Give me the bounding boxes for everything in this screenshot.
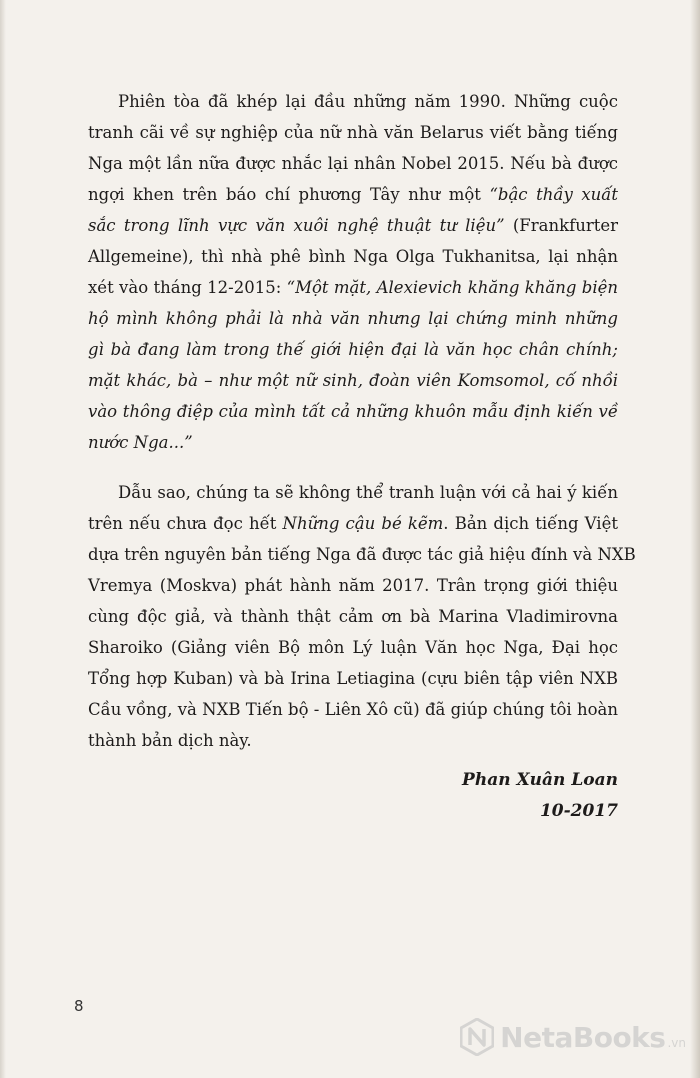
p1-line-5 (88, 211, 618, 242)
netabooks-logo-icon (460, 1018, 494, 1056)
p2-line-5 (88, 602, 618, 633)
p2-line-5-text: cùng độc giả, và thành thật cảm ơn bà Marina Vladimirovna (88, 607, 618, 626)
p2-line-3-text: dựa trên nguyên bản tiếng Nga đã được tác giả hiệu đính và NXB (88, 545, 636, 564)
p2-line-2-italic: Những cậu bé kẽm (282, 514, 444, 533)
p2-line-8-text: Cầu vồng, và NXB Tiến bộ - Liên Xô cũ) đã giúp chúng tôi hoàn (88, 700, 618, 719)
p2-line-2-end: . Bản dịch tiếng Việt (443, 514, 618, 533)
p2-line-9 (88, 726, 618, 757)
p1-line-1 (118, 87, 618, 118)
p1-line-3 (88, 149, 618, 180)
p2-line-2 (88, 509, 618, 540)
p1-line-4-text (88, 180, 618, 211)
p1-line-8-italic: hộ mình không phải là nhà văn nhưng lại chứng minh những (88, 309, 618, 328)
p1-line-6 (88, 242, 618, 273)
watermark-text: NetaBooks (500, 1020, 666, 1054)
p2-line-2-normal: trên nếu chưa đọc hết (88, 514, 283, 533)
page-edge-shadow-left (0, 0, 6, 1078)
p1-line-12 (88, 428, 618, 459)
p1-line-7-normal: xét vào tháng 12-2015: (88, 278, 287, 297)
p2-line-1 (118, 478, 618, 509)
p1-line-11-text (88, 397, 618, 428)
p1-line-10-italic: mặt khác, bà – như một nữ sinh, đoàn viên Komsomol, cố nhồi (88, 371, 618, 390)
watermark (460, 1018, 686, 1056)
signature-name: Phan Xuân Loan (462, 770, 618, 790)
p1-line-9-text (88, 335, 618, 366)
p1-line-5-normal: (Frankfurter (504, 216, 619, 235)
p1-line-7-italic: “Một mặt, Alexievich khăng khăng biện (286, 278, 618, 297)
page-edge-shadow-right (690, 0, 700, 1078)
p1-line-10 (88, 366, 618, 397)
p1-line-8-text (88, 304, 618, 335)
p2-line-9-text: thành bản dịch này. (88, 731, 252, 750)
p1-line-9 (88, 335, 618, 366)
p2-line-2-text (88, 509, 618, 540)
p1-line-11 (88, 397, 618, 428)
p1-line-5-italic: sắc trong lĩnh vực văn xuôi nghệ thuật tư liệu” (88, 216, 505, 235)
p1-line-9-italic: gì bà đang làm trong thế giới hiện đại là văn học chân chính; (88, 340, 618, 359)
p2-line-4 (88, 571, 618, 602)
p2-line-6 (88, 633, 618, 664)
p2-line-7 (88, 664, 618, 695)
p1-line-3-text: Nga một lần nữa được nhắc lại nhân Nobel 2015. Nếu bà được (88, 154, 618, 173)
p1-line-4-italic: “bậc thầy xuất (489, 185, 618, 204)
p1-line-12-italic: nước Nga...” (88, 433, 193, 452)
p2-line-4-text: Vremya (Moskva) phát hành năm 2017. Trân trọng giới thiệu (88, 576, 618, 595)
p1-line-5-text (88, 211, 618, 242)
watermark-suffix: .vn (667, 1036, 686, 1050)
p1-line-6-text: Allgemeine), thì nhà phê bình Nga Olga Tukhanitsa, lại nhận (88, 247, 618, 266)
p1-line-8 (88, 304, 618, 335)
p1-line-2 (88, 118, 618, 149)
p2-line-7-text: Tổng hợp Kuban) và bà Irina Letiagina (cựu biên tập viên NXB (88, 669, 618, 688)
p2-line-1-text: Dẫu sao, chúng ta sẽ không thể tranh luận với cả hai ý kiến (118, 483, 618, 502)
page-number: 8 (74, 997, 84, 1015)
p1-line-7 (88, 273, 618, 304)
p2-line-6-text: Sharoiko (Giảng viên Bộ môn Lý luận Văn học Nga, Đại học (88, 638, 618, 657)
p1-line-7-text (88, 273, 618, 304)
p2-line-8 (88, 695, 618, 726)
p1-line-2-text: tranh cãi về sự nghiệp của nữ nhà văn Belarus viết bằng tiếng (88, 123, 618, 142)
signature-date: 10-2017 (539, 801, 618, 821)
p1-line-11-italic: vào thông điệp của mình tất cả những khuôn mẫu định kiến về (88, 402, 618, 421)
p1-line-4 (88, 180, 618, 211)
p1-line-4-normal: ngợi khen trên báo chí phương Tây như một (88, 185, 490, 204)
p1-line-1-text: Phiên tòa đã khép lại đầu những năm 1990. Những cuộc (118, 92, 618, 111)
p1-line-10-text (88, 366, 618, 397)
p1-line-12-text (88, 428, 618, 459)
p2-line-3 (88, 540, 636, 571)
